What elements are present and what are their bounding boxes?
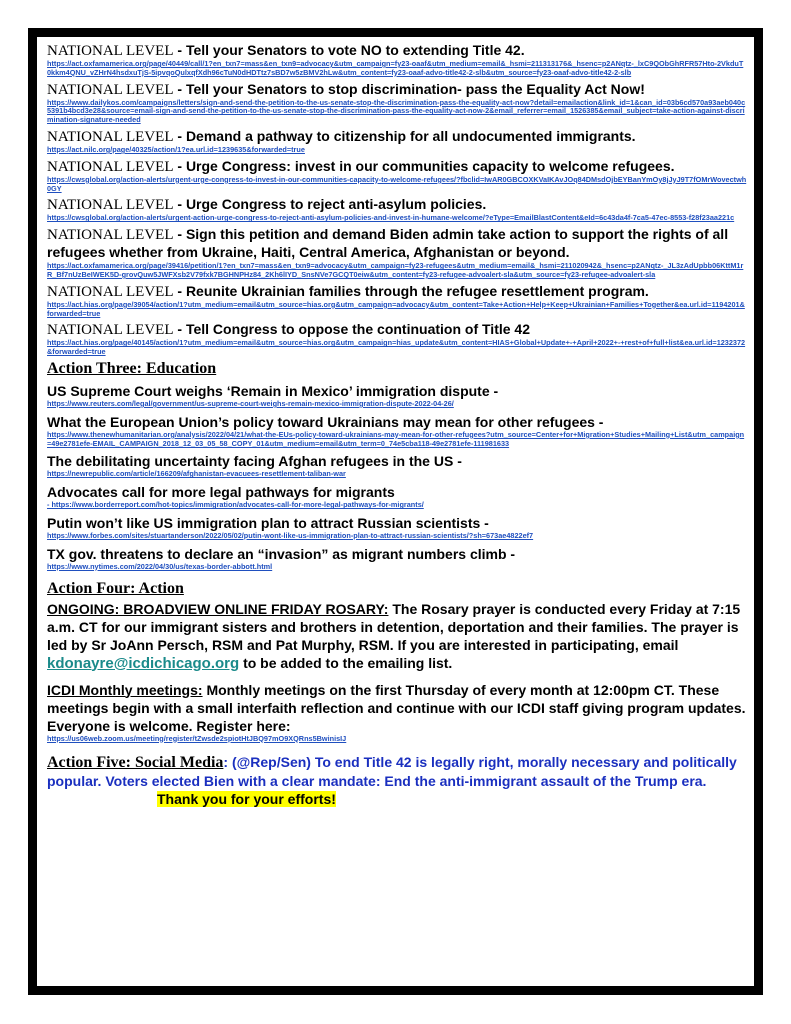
article-link[interactable]: https://www.thenewhumanitarian.org/analysis/2022/04/21/what-the-EUs-policy-toward-ukrainians-may-mean-for-other-refugees?utm_source=Center+for+Migration+Studies+Mailing+List&utm_campaign=49e2781efe-EMAIL_CAMPAIGN_2018_12_03_05_58_COPY_01&utm_medium=email&utm_term=0_74e5cba118-49e2781efe-111981633 (47, 429, 745, 448)
national-action-item (47, 158, 747, 194)
education-articles (47, 383, 747, 572)
icdi-label: ICDI Monthly meetings: (47, 681, 203, 698)
thanks-highlight: Thank you for your efforts! (157, 791, 336, 808)
national-action-item (47, 42, 747, 78)
article-title: Advocates call for more legal pathways for migrants (47, 484, 395, 501)
action-heading: Action Four: Action (47, 579, 184, 597)
social-paragraph (47, 753, 747, 808)
national-action-item (47, 226, 747, 280)
level-label: NATIONAL LEVEL (47, 197, 174, 214)
action-link[interactable]: https://act.oxfamamerica.org/page/39416/petition/1?en_txn7=mass&en_txn9=advocacy&utm_campaign=fy23-refugees&utm_medium=email&_hsmi=211020942&_hsenc=p2ANqtz-_JL3zAdUpbb06KttM1rR_Bf7nUzBeIWEK5D-grovQuw5JWFXsb2V79fxk7BGHNPHz84_2Kh6lIYD_SnsNVe7GCQT0eiw&utm_content=fy23-refugee-advoalert-sla&utm_source=fy23-refugee-advoalert-sla (47, 261, 744, 279)
newsletter-content (47, 42, 747, 982)
level-label: NATIONAL LEVEL (47, 227, 174, 244)
icdi-register-link[interactable]: https://us06web.zoom.us/meeting/register/tZwsde2spiotHtJBQ97mO9XQRns5BwinisIJ (47, 733, 347, 743)
rosary-label: ONGOING: BROADVIEW ONLINE FRIDAY ROSARY: (47, 600, 389, 617)
action-link[interactable]: https://cwsglobal.org/action-alerts/urgent-urge-congress-to-invest-in-our-communities-capacity-to-welcome-refugees/?fbclid=IwAR0GBCOXKVaIKAvJOq84DMsdOjbEYBanYmOy8jJyJ9T7fOMrWovectwh0GY (47, 174, 747, 193)
national-action-item (47, 128, 747, 155)
national-action-item (47, 321, 747, 357)
action-headline: - Reunite Ukrainian families through the refugee resettlement program. (173, 282, 649, 299)
icdi-paragraph (47, 681, 747, 744)
education-heading: Action Three: Education (47, 359, 217, 377)
level-label: NATIONAL LEVEL (47, 158, 174, 175)
social-heading: Action Five: Social Media (47, 754, 224, 772)
action-link[interactable]: https://act.nilc.org/page/40325/action/1?ea.url.id=1239635&forwarded=true (47, 144, 305, 154)
national-action-item (47, 283, 747, 319)
article-link[interactable]: https://newrepublic.com/article/166209/afghanistan-evacuees-resettlement-taliban-war (47, 469, 346, 479)
action-link[interactable]: https://act.hias.org/page/39054/action/1?utm_medium=email&utm_source=hias.org&utm_campaign=advocacy&utm_content=Take+Action+Help+Keep+Ukrainian+Families+Together&ea.url.id=1194201&forwarded=true (47, 299, 745, 318)
action-headline: - Tell your Senators to stop discrimination- pass the Equality Act Now! (173, 80, 645, 97)
article-item (47, 414, 747, 449)
article-item (47, 484, 747, 510)
email-link[interactable]: kdonayre@icdichicago.org (47, 654, 240, 672)
level-label: NATIONAL LEVEL (47, 128, 174, 145)
level-label: NATIONAL LEVEL (47, 43, 174, 59)
action-headline: - Sign this petition and demand Biden admin take action to support the rights of all refugees whether from Ukraine, Haiti, Central America, Afghanistan or beyond. (47, 226, 729, 261)
rosary-paragraph (47, 600, 747, 673)
action-link[interactable]: https://www.dailykos.com/campaigns/letters/sign-and-send-the-petition-to-the-us-senate-stop-the-discrimination-pass-the-equality-act-now?detail=emailaction&link_id=1&can_id=03b6cd570a93aeb040c5391b4bcd3e28&source=email-sign-and-send-the-petition-to-the-us-senate-stop-the-discrimination-pass-the-equality-act-now-2&email_referrer=email_1526385&email_subject=take-action-against-discrimination-signature-needed (47, 97, 746, 125)
article-title: What the European Union’s policy toward Ukrainians may mean for other refugees - (47, 413, 604, 430)
article-title: The debilitating uncertainty facing Afghan refugees in the US - (47, 453, 462, 470)
level-label: NATIONAL LEVEL (47, 283, 174, 300)
article-item (47, 383, 747, 409)
article-item (47, 515, 747, 541)
rosary-text: The Rosary prayer is conducted every Friday at 7:15 a.m. CT for our immigrant sisters and brothers in detention, deportation and their families. The prayer is led by Sr JoAnn Persch, RSM and Pat Murphy, RSM. If you are interested in participating, email (47, 600, 741, 653)
article-title: Putin won’t like US immigration plan to attract Russian scientists - (47, 514, 489, 531)
action-headline: - Urge Congress to reject anti-asylum policies. (173, 196, 487, 213)
rosary-tail: to be added to the emailing list. (239, 654, 453, 671)
article-link[interactable]: https://www.nytimes.com/2022/04/30/us/texas-border-abbott.html (47, 561, 273, 571)
article-link[interactable]: https://www.reuters.com/legal/government/us-supreme-court-weighs-remain-mexico-immigration-dispute-2022-04-26/ (47, 398, 454, 408)
action-headline: - Urge Congress: invest in our communities capacity to welcome refugees. (173, 157, 675, 174)
national-actions-list (47, 42, 747, 357)
action-link[interactable]: https://act.hias.org/page/40145/action/1?utm_medium=email&utm_source=hias.org&utm_campaign=hias_update&utm_content=HIAS+Global+Update+-+April+2022+-+rest+of+full+list&ea.url.id=1232372&forwarded=true (47, 338, 746, 357)
action-link[interactable]: https://act.oxfamamerica.org/page/40449/call/1?en_txn7=mass&en_txn9=advocacy&utm_campaign=fy23-oaaf&utm_medium=email&_hsmi=211313176&_hsenc=p2ANqtz-_lxC9QObGhRFR57Hto-2VkduT0kkm4QNU_vZHrN4hsdxuTjS-5ipvqoQulxqfXdh96cTuN0dHDTtz7sBD7w5zBMV2hLw&utm_content=fy23-oaaf-advo-title42-2-slb&utm_source=fy23-oaaf-advo-title42-2-slb (47, 59, 744, 77)
article-title: TX gov. threatens to declare an “invasion” as migrant numbers climb - (47, 545, 516, 562)
national-action-item (47, 196, 747, 223)
level-label: NATIONAL LEVEL (47, 322, 174, 339)
action-headline: - Tell Congress to oppose the continuation of Title 42 (173, 321, 531, 338)
article-link[interactable]: https://www.forbes.com/sites/stuartanderson/2022/05/02/putin-wont-like-us-immigration-plan-to-attract-russian-scientists/?sh=673ae4822ef7 (47, 530, 534, 540)
level-label: NATIONAL LEVEL (47, 81, 174, 98)
action-headline: - Demand a pathway to citizenship for all undocumented immigrants. (173, 127, 636, 144)
article-link[interactable]: - https://www.borderreport.com/hot-topics/immigration/advocates-call-for-more-legal-pathways-for-migrants/ (47, 500, 424, 510)
article-item (47, 546, 747, 572)
social-text: : (@Rep/Sen) To end Title 42 is legally right, morally necessary and politically popular. Voters elected Bien with a clear mandate: End the anti-immigrant assault of the Trump era. (47, 754, 737, 790)
icdi-text: Monthly meetings on the first Thursday of every month at 12:00pm CT. These meetings begin with a small interfaith reflection and continue with our ICDI staff giving program updates. Everyone is welcome. Register here: (47, 681, 746, 734)
action-headline: - Tell your Senators to vote NO to extending Title 42. (173, 42, 525, 58)
national-action-item (47, 81, 747, 125)
article-title: US Supreme Court weighs ‘Remain in Mexico’ immigration dispute - (47, 382, 499, 399)
article-item (47, 453, 747, 479)
action-link[interactable]: https://cwsglobal.org/action-alerts/urgent-action-urge-congress-to-reject-anti-asylum-policies-and-invest-in-humane-welcome/?eType=EmailBlastContent&eId=6c43da4f-7ca5-47ec-8553-f28f23aa221c (47, 213, 735, 223)
